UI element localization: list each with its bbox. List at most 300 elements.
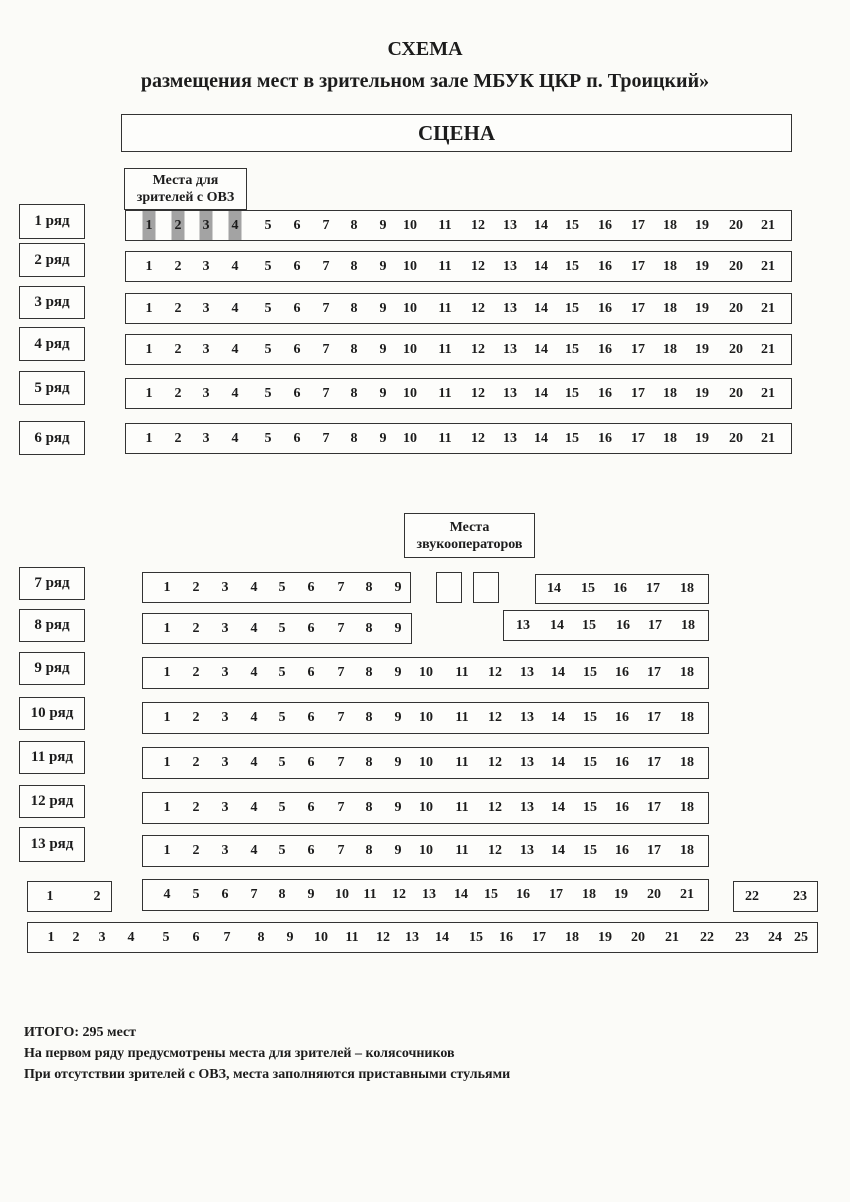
seat[interactable]: 2 xyxy=(72,929,80,945)
seat[interactable]: 21 xyxy=(680,887,694,902)
seat[interactable]: 4 xyxy=(127,929,135,945)
seat[interactable]: 8 xyxy=(365,843,373,858)
seat[interactable]: 10 xyxy=(419,665,433,680)
seat[interactable]: 5 xyxy=(264,258,272,274)
seat[interactable]: 2 xyxy=(192,843,200,858)
seat[interactable]: 3 xyxy=(202,300,210,316)
seat[interactable]: 13 xyxy=(520,800,534,815)
seat[interactable]: 9 xyxy=(379,300,387,316)
seat[interactable]: 20 xyxy=(729,258,743,274)
seat[interactable]: 17 xyxy=(646,581,660,596)
seat[interactable]: 14 xyxy=(551,843,565,858)
seat[interactable]: 7 xyxy=(223,929,231,945)
seat[interactable]: 3 xyxy=(221,579,229,595)
seat[interactable]: 22 xyxy=(745,888,759,904)
seat[interactable]: 11 xyxy=(438,430,452,446)
seat[interactable]: 17 xyxy=(647,755,661,770)
seat[interactable]: 3 xyxy=(202,258,210,274)
seat[interactable]: 20 xyxy=(647,887,661,902)
seat[interactable]: 17 xyxy=(647,843,661,858)
seat[interactable]: 5 xyxy=(278,710,286,725)
seat[interactable]: 17 xyxy=(631,258,645,274)
seat[interactable]: 14 xyxy=(534,217,548,233)
seat[interactable]: 1 xyxy=(145,258,153,274)
row-label-11: 11 ряд xyxy=(19,741,85,774)
seat[interactable]: 16 xyxy=(598,341,612,357)
seat[interactable]: 9 xyxy=(394,710,402,725)
seat[interactable]: 1 xyxy=(47,929,55,945)
seat[interactable]: 11 xyxy=(363,887,377,902)
seat[interactable]: 18 xyxy=(565,929,579,945)
seat[interactable]: 10 xyxy=(403,341,417,357)
seat[interactable]: 12 xyxy=(392,887,406,902)
seat[interactable]: 18 xyxy=(680,843,694,858)
seat[interactable]: 9 xyxy=(394,800,402,815)
seat[interactable]: 16 xyxy=(615,710,629,725)
seat[interactable]: 11 xyxy=(438,341,452,357)
seat[interactable]: 10 xyxy=(403,217,417,233)
seat[interactable]: 3 xyxy=(200,211,213,240)
seat[interactable]: 21 xyxy=(761,217,775,233)
seat[interactable]: 13 xyxy=(503,258,517,274)
seat[interactable]: 15 xyxy=(581,581,595,596)
seat[interactable]: 16 xyxy=(615,843,629,858)
seat[interactable]: 1 xyxy=(145,300,153,316)
seat[interactable]: 12 xyxy=(488,710,502,725)
seat[interactable]: 3 xyxy=(221,620,229,636)
seat[interactable]: 9 xyxy=(307,887,315,902)
seat[interactable]: 1 xyxy=(46,888,54,904)
seat[interactable]: 7 xyxy=(337,579,345,595)
seat[interactable]: 11 xyxy=(438,217,452,233)
seat[interactable]: 1 xyxy=(145,430,153,446)
seat[interactable]: 3 xyxy=(202,341,210,357)
seat[interactable]: 7 xyxy=(322,217,330,233)
seat[interactable]: 13 xyxy=(503,385,517,401)
seat[interactable]: 14 xyxy=(534,385,548,401)
seat[interactable]: 8 xyxy=(365,710,373,725)
seat[interactable]: 4 xyxy=(250,620,258,636)
seat[interactable]: 3 xyxy=(202,385,210,401)
seat[interactable]: 14 xyxy=(435,929,449,945)
seat[interactable]: 13 xyxy=(516,617,530,633)
seat[interactable]: 6 xyxy=(293,341,301,357)
seat[interactable]: 18 xyxy=(663,217,677,233)
seat[interactable]: 17 xyxy=(631,385,645,401)
seat[interactable]: 16 xyxy=(598,258,612,274)
seat[interactable]: 5 xyxy=(278,579,286,595)
seat[interactable]: 15 xyxy=(484,887,498,902)
seat[interactable]: 16 xyxy=(616,617,630,633)
seat[interactable]: 11 xyxy=(455,800,469,815)
seat[interactable]: 13 xyxy=(503,341,517,357)
seat[interactable]: 11 xyxy=(455,665,469,680)
seat[interactable]: 17 xyxy=(648,617,662,633)
seat[interactable]: 15 xyxy=(565,341,579,357)
seat[interactable]: 15 xyxy=(583,843,597,858)
seat[interactable]: 16 xyxy=(598,217,612,233)
seat[interactable]: 2 xyxy=(192,579,200,595)
seat[interactable]: 12 xyxy=(488,843,502,858)
seat[interactable]: 8 xyxy=(365,665,373,680)
seat[interactable]: 5 xyxy=(264,385,272,401)
seat[interactable]: 1 xyxy=(143,211,156,240)
seat[interactable]: 15 xyxy=(469,929,483,945)
seat[interactable]: 7 xyxy=(337,755,345,770)
seat[interactable]: 9 xyxy=(379,341,387,357)
seat[interactable]: 20 xyxy=(729,341,743,357)
seat[interactable]: 21 xyxy=(761,300,775,316)
seat[interactable]: 9 xyxy=(379,430,387,446)
seat[interactable]: 2 xyxy=(192,800,200,815)
seat[interactable]: 21 xyxy=(761,341,775,357)
seat[interactable]: 1 xyxy=(163,843,171,858)
seat[interactable]: 6 xyxy=(307,665,315,680)
seat[interactable]: 13 xyxy=(520,843,534,858)
seat[interactable]: 2 xyxy=(174,430,182,446)
row-12-seats xyxy=(142,792,709,824)
seat[interactable]: 3 xyxy=(221,755,229,770)
seat[interactable]: 12 xyxy=(471,430,485,446)
seat[interactable]: 19 xyxy=(695,300,709,316)
seat[interactable]: 2 xyxy=(192,710,200,725)
seat[interactable]: 21 xyxy=(761,430,775,446)
seat[interactable]: 7 xyxy=(337,800,345,815)
seat[interactable]: 6 xyxy=(307,579,315,595)
seat[interactable]: 10 xyxy=(419,710,433,725)
seat[interactable]: 11 xyxy=(455,755,469,770)
seat[interactable]: 11 xyxy=(438,258,452,274)
seat[interactable]: 9 xyxy=(394,620,402,636)
seat[interactable]: 19 xyxy=(695,430,709,446)
seat[interactable]: 15 xyxy=(565,217,579,233)
seat[interactable]: 1 xyxy=(163,800,171,815)
seat[interactable]: 19 xyxy=(695,217,709,233)
seat[interactable]: 4 xyxy=(231,258,239,274)
seat[interactable]: 5 xyxy=(192,887,200,902)
seat[interactable]: 9 xyxy=(394,579,402,595)
seat[interactable]: 2 xyxy=(192,620,200,636)
seat[interactable]: 12 xyxy=(471,300,485,316)
seat[interactable]: 8 xyxy=(257,929,265,945)
seat[interactable]: 10 xyxy=(403,385,417,401)
seat[interactable]: 2 xyxy=(93,888,101,904)
seat[interactable]: 13 xyxy=(503,430,517,446)
seat[interactable]: 14 xyxy=(551,755,565,770)
seat[interactable]: 3 xyxy=(221,665,229,680)
seat[interactable]: 11 xyxy=(438,300,452,316)
seat[interactable]: 3 xyxy=(98,929,106,945)
seat[interactable]: 6 xyxy=(293,300,301,316)
seat[interactable]: 7 xyxy=(322,341,330,357)
seat[interactable]: 8 xyxy=(278,887,286,902)
seat[interactable]: 23 xyxy=(735,929,749,945)
seat[interactable]: 10 xyxy=(403,258,417,274)
seat[interactable]: 1 xyxy=(145,341,153,357)
seat[interactable]: 15 xyxy=(565,258,579,274)
seat[interactable]: 5 xyxy=(278,800,286,815)
seat[interactable]: 11 xyxy=(455,710,469,725)
seat[interactable]: 12 xyxy=(471,217,485,233)
seat[interactable]: 1 xyxy=(163,755,171,770)
seat[interactable]: 15 xyxy=(565,430,579,446)
seat[interactable]: 18 xyxy=(680,581,694,596)
sound-operator-seat-2[interactable] xyxy=(473,572,499,603)
seat[interactable]: 10 xyxy=(314,929,328,945)
seat[interactable]: 14 xyxy=(551,665,565,680)
seat[interactable]: 9 xyxy=(379,385,387,401)
seat[interactable]: 9 xyxy=(286,929,294,945)
seat[interactable]: 9 xyxy=(379,258,387,274)
seat[interactable]: 2 xyxy=(192,755,200,770)
seat[interactable]: 3 xyxy=(221,710,229,725)
seat[interactable]: 8 xyxy=(365,755,373,770)
row-13-seats xyxy=(142,835,709,867)
seat[interactable]: 13 xyxy=(503,217,517,233)
seat[interactable]: 1 xyxy=(145,385,153,401)
seat[interactable]: 16 xyxy=(615,755,629,770)
seat[interactable]: 9 xyxy=(394,665,402,680)
seat[interactable]: 17 xyxy=(647,710,661,725)
seat[interactable]: 4 xyxy=(231,300,239,316)
seat[interactable]: 8 xyxy=(350,385,358,401)
seat[interactable]: 7 xyxy=(322,430,330,446)
seat[interactable]: 1 xyxy=(163,710,171,725)
seat[interactable]: 14 xyxy=(534,430,548,446)
seat[interactable]: 6 xyxy=(307,755,315,770)
page-subtitle: размещения мест в зрительном зале МБУК ЦКР п. Троицкий» xyxy=(140,70,710,92)
seat[interactable]: 13 xyxy=(520,665,534,680)
seat[interactable]: 4 xyxy=(231,430,239,446)
seat[interactable]: 1 xyxy=(163,665,171,680)
seat[interactable]: 12 xyxy=(376,929,390,945)
seat[interactable]: 6 xyxy=(293,258,301,274)
seat[interactable]: 15 xyxy=(565,385,579,401)
seat[interactable]: 1 xyxy=(163,620,171,636)
seat[interactable]: 16 xyxy=(516,887,530,902)
seat[interactable]: 6 xyxy=(293,217,301,233)
seat[interactable]: 17 xyxy=(532,929,546,945)
seat[interactable]: 17 xyxy=(549,887,563,902)
seat[interactable]: 8 xyxy=(350,300,358,316)
seat[interactable]: 11 xyxy=(345,929,359,945)
seat[interactable]: 6 xyxy=(221,887,229,902)
seat[interactable]: 4 xyxy=(229,211,242,240)
seat[interactable]: 10 xyxy=(335,887,349,902)
seat[interactable]: 12 xyxy=(488,755,502,770)
seat[interactable]: 5 xyxy=(264,341,272,357)
seat[interactable]: 4 xyxy=(250,843,258,858)
seat[interactable]: 16 xyxy=(499,929,513,945)
seat[interactable]: 7 xyxy=(337,620,345,636)
seat[interactable]: 8 xyxy=(350,430,358,446)
seat[interactable]: 19 xyxy=(695,258,709,274)
seat[interactable]: 23 xyxy=(793,888,807,904)
seat[interactable]: 14 xyxy=(534,300,548,316)
seat[interactable]: 16 xyxy=(613,581,627,596)
seat[interactable]: 18 xyxy=(663,385,677,401)
seat[interactable]: 1 xyxy=(163,579,171,595)
seat[interactable]: 22 xyxy=(700,929,714,945)
seat[interactable]: 5 xyxy=(278,843,286,858)
seat[interactable]: 10 xyxy=(419,843,433,858)
seat[interactable]: 14 xyxy=(551,800,565,815)
seat[interactable]: 6 xyxy=(293,385,301,401)
seat[interactable]: 18 xyxy=(680,800,694,815)
seat[interactable]: 4 xyxy=(231,385,239,401)
seat[interactable]: 2 xyxy=(174,300,182,316)
seat[interactable]: 15 xyxy=(583,665,597,680)
seat[interactable]: 17 xyxy=(631,300,645,316)
seat[interactable]: 10 xyxy=(419,800,433,815)
seat[interactable]: 16 xyxy=(615,800,629,815)
seat[interactable]: 11 xyxy=(455,843,469,858)
seat[interactable]: 10 xyxy=(419,755,433,770)
seat[interactable]: 6 xyxy=(192,929,200,945)
seat[interactable]: 6 xyxy=(307,800,315,815)
sound-operator-seat-1[interactable] xyxy=(436,572,462,603)
seat[interactable]: 12 xyxy=(488,665,502,680)
seat[interactable]: 5 xyxy=(264,217,272,233)
seat[interactable]: 8 xyxy=(365,620,373,636)
seat[interactable]: 19 xyxy=(614,887,628,902)
seat[interactable]: 15 xyxy=(583,755,597,770)
seat[interactable]: 21 xyxy=(761,258,775,274)
seat[interactable]: 20 xyxy=(729,430,743,446)
seat[interactable]: 5 xyxy=(162,929,170,945)
seat[interactable]: 6 xyxy=(307,843,315,858)
seat[interactable]: 21 xyxy=(665,929,679,945)
seat[interactable]: 4 xyxy=(250,800,258,815)
seat[interactable]: 12 xyxy=(471,258,485,274)
seat[interactable]: 17 xyxy=(647,800,661,815)
seat[interactable]: 7 xyxy=(322,385,330,401)
seat[interactable]: 4 xyxy=(250,579,258,595)
seat[interactable]: 17 xyxy=(631,430,645,446)
seat[interactable]: 2 xyxy=(174,341,182,357)
seat[interactable]: 18 xyxy=(663,430,677,446)
seat[interactable]: 20 xyxy=(631,929,645,945)
seat[interactable]: 9 xyxy=(394,843,402,858)
seat[interactable]: 7 xyxy=(250,887,258,902)
seat[interactable]: 4 xyxy=(250,665,258,680)
seat[interactable]: 18 xyxy=(663,341,677,357)
seat[interactable]: 5 xyxy=(278,620,286,636)
seat[interactable]: 5 xyxy=(264,430,272,446)
seat[interactable]: 7 xyxy=(337,843,345,858)
seat[interactable]: 2 xyxy=(192,665,200,680)
seat[interactable]: 2 xyxy=(172,211,185,240)
seat[interactable]: 12 xyxy=(488,800,502,815)
seat[interactable]: 20 xyxy=(729,385,743,401)
seat[interactable]: 15 xyxy=(582,617,596,633)
seat[interactable]: 6 xyxy=(307,710,315,725)
seat[interactable]: 8 xyxy=(350,341,358,357)
seat[interactable]: 2 xyxy=(174,385,182,401)
seat[interactable]: 2 xyxy=(174,258,182,274)
seat[interactable]: 6 xyxy=(307,620,315,636)
seat[interactable]: 16 xyxy=(598,300,612,316)
row-14-left-seats xyxy=(27,881,112,912)
seat[interactable]: 6 xyxy=(293,430,301,446)
seat[interactable]: 7 xyxy=(337,710,345,725)
seat[interactable]: 5 xyxy=(264,300,272,316)
seat[interactable]: 18 xyxy=(680,710,694,725)
seat[interactable]: 13 xyxy=(520,755,534,770)
seat[interactable]: 3 xyxy=(221,800,229,815)
seat[interactable]: 5 xyxy=(278,665,286,680)
seat[interactable]: 13 xyxy=(405,929,419,945)
seat[interactable]: 10 xyxy=(403,430,417,446)
seat[interactable]: 25 xyxy=(794,929,808,945)
seat[interactable]: 17 xyxy=(647,665,661,680)
seat[interactable]: 9 xyxy=(379,217,387,233)
seat[interactable]: 17 xyxy=(631,217,645,233)
seat[interactable]: 10 xyxy=(403,300,417,316)
seat[interactable]: 4 xyxy=(163,887,171,902)
seat[interactable]: 13 xyxy=(422,887,436,902)
seat[interactable]: 13 xyxy=(503,300,517,316)
seat[interactable]: 14 xyxy=(534,341,548,357)
seat[interactable]: 18 xyxy=(680,665,694,680)
seat[interactable]: 16 xyxy=(598,385,612,401)
seat[interactable]: 7 xyxy=(322,300,330,316)
seat[interactable]: 4 xyxy=(250,710,258,725)
seat[interactable]: 16 xyxy=(598,430,612,446)
seat[interactable]: 20 xyxy=(729,300,743,316)
seat[interactable]: 15 xyxy=(583,800,597,815)
seat[interactable]: 12 xyxy=(471,385,485,401)
seat[interactable]: 4 xyxy=(231,341,239,357)
seat[interactable]: 21 xyxy=(761,385,775,401)
seat[interactable]: 19 xyxy=(695,341,709,357)
seat[interactable]: 14 xyxy=(454,887,468,902)
seat[interactable]: 18 xyxy=(663,258,677,274)
row-7-left-seats xyxy=(142,572,411,603)
seat[interactable]: 13 xyxy=(520,710,534,725)
seat[interactable]: 16 xyxy=(615,665,629,680)
seat[interactable]: 5 xyxy=(278,755,286,770)
seat[interactable]: 9 xyxy=(394,755,402,770)
seat[interactable]: 8 xyxy=(350,217,358,233)
seat[interactable]: 3 xyxy=(202,430,210,446)
seat[interactable]: 12 xyxy=(471,341,485,357)
seat[interactable]: 7 xyxy=(337,665,345,680)
seat[interactable]: 18 xyxy=(680,755,694,770)
seat[interactable]: 18 xyxy=(663,300,677,316)
seat[interactable]: 7 xyxy=(322,258,330,274)
seat[interactable]: 8 xyxy=(365,800,373,815)
seat[interactable]: 4 xyxy=(250,755,258,770)
seat[interactable]: 8 xyxy=(365,579,373,595)
seat[interactable]: 15 xyxy=(565,300,579,316)
seat[interactable]: 18 xyxy=(582,887,596,902)
seat[interactable]: 18 xyxy=(681,617,695,633)
seat[interactable]: 14 xyxy=(534,258,548,274)
seat[interactable]: 24 xyxy=(768,929,782,945)
seat[interactable]: 14 xyxy=(547,581,561,596)
seat[interactable]: 3 xyxy=(221,843,229,858)
seat[interactable]: 14 xyxy=(550,617,564,633)
seat[interactable]: 17 xyxy=(631,341,645,357)
seat[interactable]: 15 xyxy=(583,710,597,725)
seat[interactable]: 19 xyxy=(598,929,612,945)
seat[interactable]: 8 xyxy=(350,258,358,274)
seat[interactable]: 11 xyxy=(438,385,452,401)
seat[interactable]: 20 xyxy=(729,217,743,233)
seat[interactable]: 14 xyxy=(551,710,565,725)
seat[interactable]: 19 xyxy=(695,385,709,401)
